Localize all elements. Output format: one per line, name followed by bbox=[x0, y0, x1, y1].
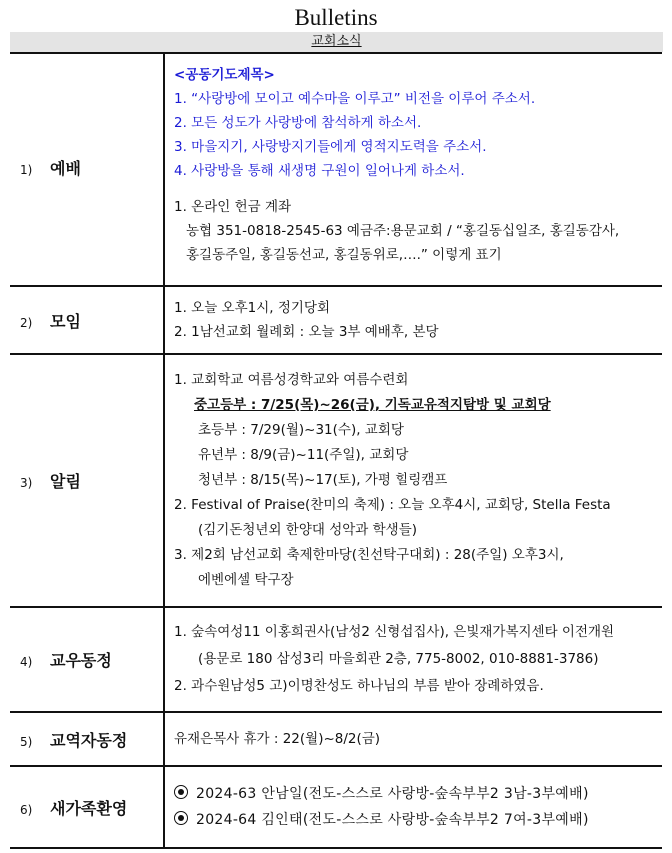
new-family-text: 2024-63 안남일(전도-스스로 사랑방-숲속부부2 3남-3부예배) bbox=[196, 786, 589, 802]
member-news-item: 1. 숲속여성11 이홍희권사(남성2 신형섭집사), 은빛재가복지센타 이전개원 bbox=[174, 624, 615, 640]
row-label-member-news bbox=[10, 607, 164, 712]
announcement-item-cont: 에벤에셀 탁구장 bbox=[198, 572, 294, 588]
section-header-label: 교회소식 bbox=[311, 34, 362, 49]
row-label-meeting bbox=[10, 286, 164, 354]
row-title: 새가족환영 bbox=[50, 798, 128, 818]
meeting-item: 1. 오늘 오후1시, 정기당회 bbox=[174, 300, 331, 316]
new-family-content bbox=[164, 766, 662, 848]
meeting-item: 2. 1남선교회 월례회 : 오늘 3부 예배후, 본당 bbox=[174, 324, 439, 340]
pastor-news-content bbox=[164, 712, 662, 766]
offering-note: 홍길동주일, 홍길동선교, 홍길동위로,….” 이렇게 표기 bbox=[186, 247, 502, 263]
new-family-item bbox=[174, 807, 662, 833]
row-label-worship bbox=[10, 53, 164, 286]
row-title: 교역자동정 bbox=[50, 730, 128, 750]
row-label-new-family bbox=[10, 766, 164, 848]
bullet-radio-icon bbox=[174, 785, 188, 799]
prayer-item: 3. 마을지기, 사랑방지기들에게 영적지도력을 주소서. bbox=[174, 139, 487, 155]
document-title: Bulletins bbox=[294, 5, 378, 30]
announcement-item: 3. 제2회 남선교회 축제한마당(친선탁구대회) : 28(주일) 오후3시, bbox=[174, 547, 564, 563]
bullet-radio-icon bbox=[174, 811, 188, 825]
announcements-content bbox=[164, 354, 662, 607]
worship-content bbox=[164, 53, 662, 286]
row-title: 모임 bbox=[50, 311, 81, 331]
row-title: 예배 bbox=[50, 159, 81, 178]
row-title: 교우동정 bbox=[50, 651, 112, 670]
row-number: 6) bbox=[20, 802, 33, 817]
schedule-line: 유년부 : 8/9(금)~11(주일), 교회당 bbox=[198, 447, 409, 463]
row-worship bbox=[10, 53, 662, 286]
section-header bbox=[10, 32, 663, 52]
pastor-news-text: 유재은목사 휴가 : 22(월)~8/2(금) bbox=[174, 731, 381, 747]
bulletin-table bbox=[10, 52, 662, 849]
row-member-news bbox=[10, 607, 662, 712]
prayer-title: <공동기도제목> bbox=[174, 67, 275, 83]
row-label-pastor-news bbox=[10, 712, 164, 766]
new-family-text: 2024-64 김인태(전도-스스로 사랑방-숲속부부2 7여-3부예배) bbox=[196, 812, 589, 828]
row-number: 5) bbox=[20, 734, 33, 749]
row-pastor-news bbox=[10, 712, 662, 766]
highlight-schedule: 중고등부 : 7/25(목)~26(금), 기독교유적지탐방 및 교회당 bbox=[194, 397, 551, 413]
announcement-item: 2. Festival of Praise(찬미의 축제) : 오늘 오후4시, 교회당, Stella Festa bbox=[174, 497, 611, 513]
member-news-content bbox=[164, 607, 662, 712]
row-number: 3) bbox=[20, 476, 33, 490]
member-news-item: 2. 과수원남성5 고)이명찬성도 하나님의 부름 받아 장례하였음. bbox=[174, 678, 544, 694]
prayer-item: 4. 사랑방을 통해 새생명 구원이 일어나게 하소서. bbox=[174, 163, 465, 179]
row-meeting bbox=[10, 286, 662, 354]
row-title: 알림 bbox=[50, 472, 81, 491]
offering-title: 1. 온라인 헌금 계좌 bbox=[174, 199, 292, 215]
schedule-line: 청년부 : 8/15(목)~17(토), 가평 힐링캠프 bbox=[198, 472, 448, 488]
row-number: 2) bbox=[20, 315, 33, 330]
announcement-item: 1. 교회학교 여름성경학교와 여름수련회 bbox=[174, 372, 409, 388]
row-announcements bbox=[10, 354, 662, 607]
row-label-announcements bbox=[10, 354, 164, 607]
prayer-item: 2. 모든 성도가 사랑방에 참석하게 하소서. bbox=[174, 115, 422, 131]
announcement-item-cont: (김기돈청년외 한양대 성악과 학생들) bbox=[198, 522, 418, 538]
row-number: 4) bbox=[20, 655, 33, 669]
row-new-family bbox=[10, 766, 662, 848]
prayer-item: 1. “사랑방에 모이고 예수마을 이루고” 비전을 이루어 주소서. bbox=[174, 91, 536, 107]
member-news-item-cont: (용문로 180 삼성3리 마을회관 2층, 775-8002, 010-8881-3786) bbox=[198, 651, 599, 667]
offering-account: 농협 351-0818-2545-63 예금주:용문교회 / “홍길동십일조, 홍길동감사, bbox=[186, 223, 620, 239]
new-family-item bbox=[174, 781, 662, 807]
meeting-content bbox=[164, 286, 662, 354]
row-number: 1) bbox=[20, 163, 33, 177]
schedule-line: 초등부 : 7/29(월)~31(수), 교회당 bbox=[198, 422, 404, 438]
